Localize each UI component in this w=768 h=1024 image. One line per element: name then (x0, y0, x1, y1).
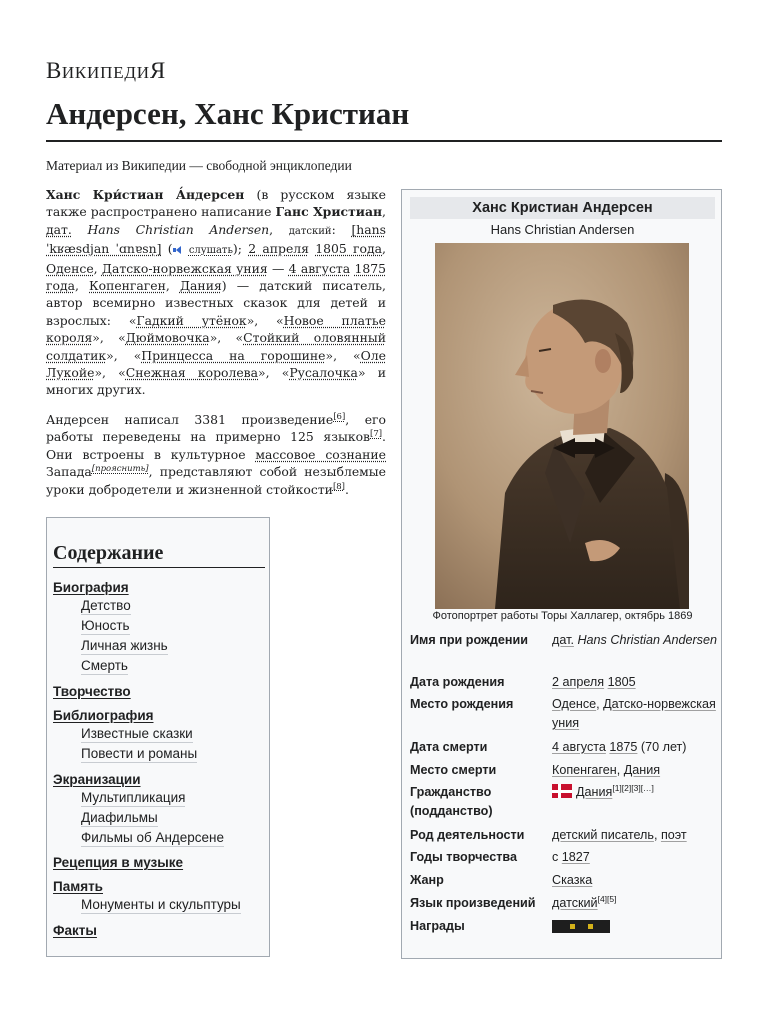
page-title: Андерсен, Ханс Кристиан (46, 96, 410, 131)
row-value (552, 738, 718, 757)
denmark-flag-icon (552, 784, 572, 798)
reference-links[interactable]: [1][2][3][…] (612, 782, 654, 793)
link-union[interactable]: Датско-норвежская уния (101, 260, 268, 276)
text: — (267, 260, 289, 276)
listen-link[interactable]: слушать (188, 245, 233, 257)
award-ribbon-icon[interactable] (552, 920, 610, 933)
toc-item-memory[interactable]: Память (53, 879, 103, 894)
toc-item-known-tales[interactable]: Известные сказки (81, 726, 193, 741)
toc-item-works[interactable]: Творчество (53, 684, 131, 699)
row-label: Дата смерти (410, 740, 488, 754)
clarify-link[interactable]: [прояснить] (91, 463, 149, 474)
link-birth-year[interactable]: 1805 (607, 675, 636, 689)
toc-item-biography[interactable]: Биография (53, 580, 129, 595)
ipa-link[interactable]: [hans ˈkʁæsdjan ˈɑnɐsn̩] (46, 221, 386, 257)
title-divider (46, 140, 722, 142)
text: » и многих других. (46, 365, 386, 398)
link-tale[interactable]: Принцесса на горошине (141, 347, 326, 363)
table-of-contents (46, 517, 270, 957)
intro-paragraph-2 (46, 411, 386, 498)
row-value (552, 673, 718, 692)
reference-links[interactable]: [4][5] (597, 893, 617, 904)
link-denmark[interactable]: Дания (576, 785, 613, 799)
link-tale[interactable]: Новое платье короля (46, 312, 386, 346)
reference-link[interactable]: [7] (370, 429, 383, 440)
row-label: Награды (410, 919, 465, 933)
toc-item-animation[interactable]: Мультипликация (81, 790, 186, 805)
infobox-row-birth-name (410, 631, 715, 671)
row-label: Имя при рождении (410, 633, 528, 647)
alt-name: Ганс Христиан (275, 204, 383, 220)
link-year[interactable]: 1827 (561, 850, 590, 864)
text: (в русском языке также распространено написание (46, 187, 386, 220)
intro-paragraph-1: Ханс Кри́стиан А́ндерсен (в русском языке также распространено написание Ганс Христиан, дат. Hans Christian Andersen, датский: [hans ˈkʁæsdjan ˈɑnɐsn̩] ( слушать); 2 апреля 1805 года, Оденсе, Датско-норвежская уния — 4 августа 1875 года, Копенгаген, Дания) — датский писатель, автор всемирно известных сказок для детей и взрослых: «Гадкий утёнок», «Новое платье короля», «Дюймовочка», «Стойкий оловянный солдатик», «Принцесса на горошине», «Оле Лукойе», «Снежная королева», «Русалочка» и многих других. (46, 187, 386, 398)
link-genre[interactable]: Сказка (552, 873, 593, 887)
row-value: Копенгаген, Дания (552, 763, 661, 777)
link-birth-day[interactable]: 2 апреля (248, 241, 309, 257)
link-tale[interactable]: Стойкий оловянный солдатик (46, 330, 386, 363)
row-label: Жанр (410, 873, 444, 887)
toc-item-bibliography[interactable]: Библиография (53, 708, 154, 723)
row-value (552, 848, 718, 867)
link-copenhagen[interactable]: Копенгаген (89, 278, 166, 294)
row-label: Род деятельности (410, 828, 525, 842)
text: , (269, 221, 289, 237)
row-value (552, 917, 718, 936)
text: . Они встроены в культурное (46, 429, 386, 462)
link-tale[interactable]: Дюймовочка (125, 330, 210, 346)
row-value: Оденсе, Датско-норвежская уния (552, 697, 716, 730)
text: . (344, 481, 349, 497)
toc-item-personal-life[interactable]: Личная жизнь (81, 638, 168, 653)
link-mass-consciousness[interactable]: массовое сознание (255, 446, 386, 462)
wikipedia-logo[interactable] (46, 58, 166, 84)
link-tale[interactable]: Оле Лукойе (46, 347, 386, 381)
infobox (401, 189, 722, 959)
link-occupation[interactable]: поэт (660, 828, 687, 842)
row-label: Гражданство (подданство) (410, 785, 493, 818)
link-tale[interactable]: Снежная королева (125, 365, 259, 381)
latin-name: Hans Christian Andersen (87, 221, 270, 237)
toc-title: Содержание (53, 542, 265, 568)
toc-item-monuments[interactable]: Монументы и скульптуры (81, 897, 241, 912)
text: , представляют собой незыблемые уроки добродетели и жизненной стойкости (46, 464, 386, 497)
toc-item-childhood[interactable]: Детство (81, 598, 131, 613)
link-death-day[interactable]: 4 августа (552, 740, 606, 754)
toc-item-death[interactable]: Смерть (81, 658, 128, 673)
link-union[interactable]: Датско-норвежская уния (552, 697, 716, 730)
infobox-title: Ханс Кристиан Андерсен (410, 197, 715, 219)
text: , (382, 204, 386, 220)
link-copenhagen[interactable]: Копенгаген (552, 763, 617, 777)
speaker-icon[interactable] (173, 246, 183, 254)
link-birth-day[interactable]: 2 апреля (552, 675, 605, 689)
link-death-year[interactable]: 1875 года (46, 260, 386, 294)
link-denmark[interactable]: Дания (623, 763, 661, 777)
link-odense[interactable]: Оденсе (552, 697, 597, 711)
logo-letter: В (46, 58, 62, 83)
toc-item-films[interactable]: Фильмы об Андерсене (81, 830, 225, 845)
link-danish-lang[interactable]: дат. (46, 221, 72, 237)
link-death-day[interactable]: 4 августа (288, 260, 351, 276)
row-value (552, 894, 718, 913)
row-label: Место рождения (410, 697, 514, 711)
row-value: детский писатель, поэт (552, 828, 687, 842)
text: ; (237, 241, 249, 257)
link-occupation[interactable]: детский писатель (552, 828, 654, 842)
row-value (552, 783, 718, 802)
article-intro (46, 186, 386, 510)
toc-item-novels[interactable]: Повести и романы (81, 746, 198, 761)
site-tagline: Материал из Википедии — свободной энциклопедии (46, 158, 352, 173)
text: Андерсен написал 3381 произведение (46, 411, 334, 427)
toc-item-adaptations[interactable]: Экранизации (53, 772, 141, 787)
logo-letter: Я (149, 58, 166, 83)
row-label: Язык произведений (410, 896, 536, 910)
text: , его работы переведены на примерно 125 языков (46, 411, 386, 445)
link-death-year[interactable]: 1875 (609, 740, 638, 754)
link-birth-year[interactable]: 1805 года (315, 241, 383, 257)
toc-item-filmstrips[interactable]: Диафильмы (81, 810, 158, 825)
row-label: Дата рождения (410, 675, 505, 689)
subject-name: Ханс Кри́стиан А́ндерсен (46, 187, 245, 202)
link-tale[interactable]: Русалочка (289, 365, 358, 381)
infobox-row-citizenship (410, 783, 715, 823)
row-label: Годы творчества (410, 850, 518, 864)
text: ) — датский писатель, автор всемирно известных сказок для детей и взрослых: « (46, 278, 386, 328)
link-denmark[interactable]: Дания (179, 278, 222, 294)
reference-link[interactable]: [6] (333, 411, 346, 422)
age-text: (70 лет) (640, 740, 687, 754)
link-tale[interactable]: Гадкий утёнок (136, 312, 247, 328)
link-language[interactable]: датский (552, 896, 598, 910)
logo-letters: ИКИПЕДИ (61, 63, 150, 82)
toc-item-youth[interactable]: Юность (81, 618, 130, 633)
link-danish-lang[interactable]: дат. (552, 633, 574, 647)
link-odense[interactable]: Оденсе (46, 260, 94, 276)
row-value (552, 871, 718, 890)
reference-link[interactable]: [8] (332, 481, 345, 492)
infobox-subtitle: Hans Christian Andersen (490, 222, 635, 237)
toc-item-music[interactable]: Рецепция в музыке (53, 855, 184, 870)
row-value (552, 631, 718, 650)
portrait-caption: Фотопортрет работы Торы Халлагер, октябрь 1869 (432, 610, 693, 622)
row-label: Место смерти (410, 763, 497, 777)
birth-name-value: Hans Christian Andersen (577, 633, 717, 647)
text: Запада (46, 464, 92, 480)
text: с (552, 850, 559, 864)
infobox-row-birth-place (410, 695, 715, 735)
toc-item-facts[interactable]: Факты (53, 923, 97, 938)
lang-label: датский (288, 225, 332, 237)
portrait-photo[interactable] (435, 243, 689, 609)
